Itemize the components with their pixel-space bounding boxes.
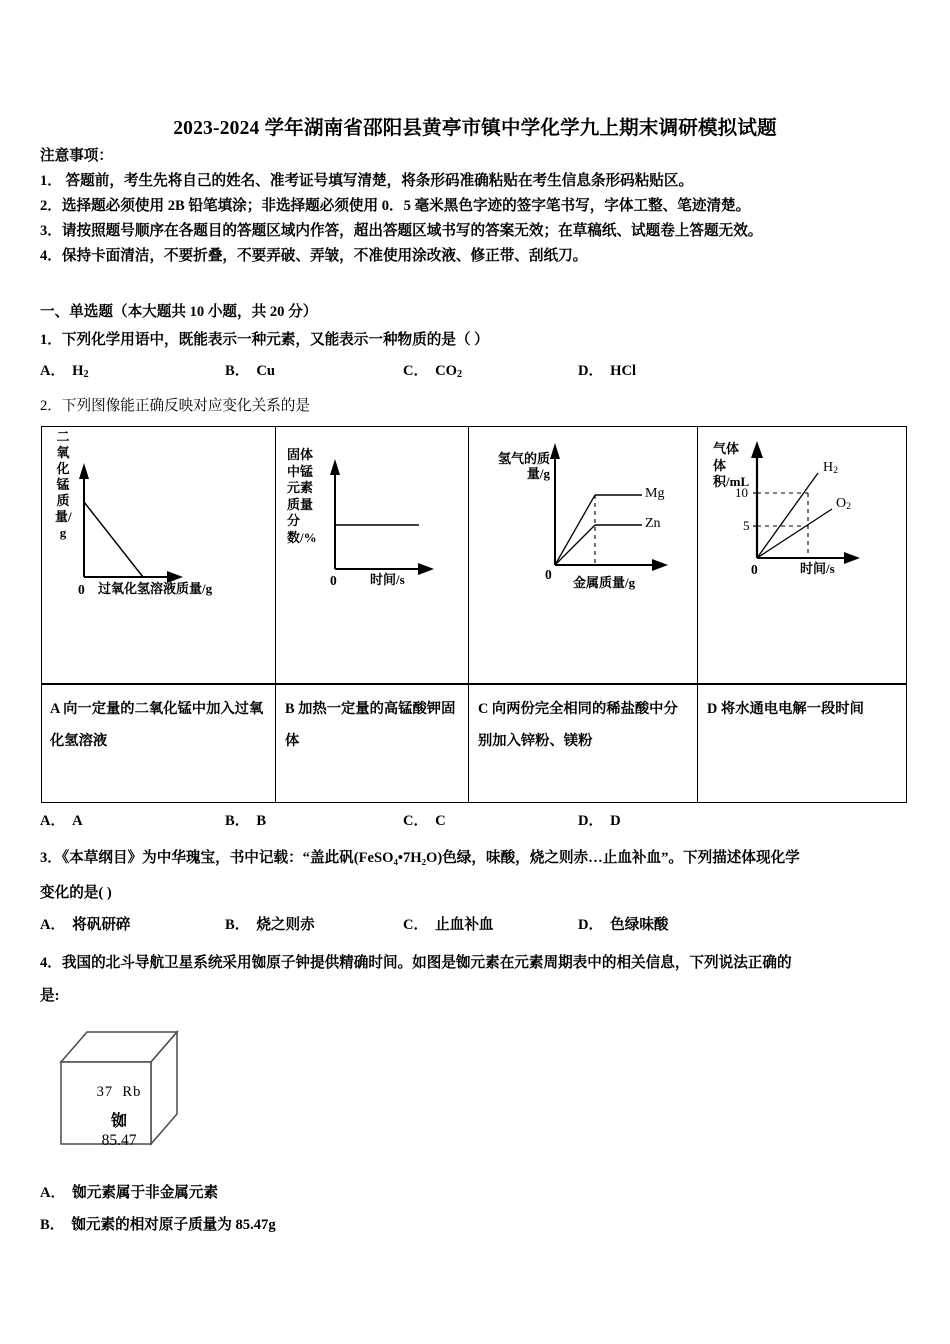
chart-d-xlabel: 时间/s	[800, 561, 835, 576]
question-3-stem-continued: 变化的是( )	[40, 885, 112, 901]
q3-option-b-label: B．	[225, 917, 250, 933]
q3-option-a-text: 将矾研碎	[72, 917, 131, 933]
chart-c-ylabel: 氢气的质量/g	[497, 451, 550, 481]
q1-option-a-sub: 2	[83, 369, 89, 381]
q1-option-b[interactable]	[225, 358, 403, 384]
chart-c-origin-label: 0	[545, 567, 552, 582]
q2-option-b-label: B．	[225, 813, 250, 829]
question-3-stem: 3．《本草纲目》为中华瑰宝，书中记载：“盖此矾(FeSO₄•7H₂O)色绿，味酸，烧之则赤…止血补血”。下列描述体现化学	[40, 850, 800, 866]
q1-option-c-text: CO	[435, 363, 458, 379]
chart-cell-c	[470, 427, 697, 683]
q3-option-d[interactable]	[578, 912, 748, 938]
q1-option-d-label: D．	[578, 363, 604, 379]
notice-line-4: 4．保持卡面清洁，不要折叠，不要弄破、弄皱，不准使用涂改液、修正带、刮纸刀。	[40, 248, 588, 264]
q3-option-d-label: D．	[578, 917, 604, 933]
element-cube-rubidium	[55, 1022, 195, 1158]
q1-option-a-label: A．	[40, 363, 66, 379]
question-4-stem-continued: 是:	[40, 988, 60, 1004]
q1-option-d[interactable]	[578, 358, 748, 384]
chart-d-ytick-10: 10	[735, 485, 748, 500]
question-2-stem: 2．下列图像能正确反映对应变化关系的是	[40, 398, 310, 414]
notice-line-1: 1． 答题前，考生先将自己的姓名、准考证号填写清楚，将条形码准确粘贴在考生信息条形码粘贴区。	[40, 173, 694, 189]
chart-c-series-zn-label: Zn	[645, 516, 661, 531]
element-atomic-number: 37	[96, 1084, 114, 1100]
q3-option-c[interactable]	[403, 912, 578, 938]
q4-option-a-label: A．	[40, 1185, 66, 1201]
chart-description-a: A 向一定量的二氧化锰中加入过氧化氢溶液	[50, 701, 264, 749]
question-3-options	[40, 912, 920, 938]
chart-d	[699, 427, 906, 683]
notice-line-2: 2．选择题必须使用 2B 铅笔填涂；非选择题必须使用 0．5 毫米黑色字迹的签字笔书写，字体工整、笔迹清楚。	[40, 198, 751, 214]
q1-option-c-sub: 2	[457, 369, 463, 381]
page-title: 2023-2024 学年湖南省邵阳县黄亭市镇中学化学九上期末调研模拟试题	[173, 118, 777, 139]
q2-option-c[interactable]	[403, 808, 578, 834]
chart-a	[42, 427, 275, 683]
section-heading: 一、单选题（本大题共 10 小题，共 20 分）	[40, 304, 318, 320]
question-1-options	[40, 358, 920, 388]
q3-option-c-text: 止血补血	[435, 917, 494, 933]
q1-option-a[interactable]	[40, 358, 225, 388]
question-1-stem: 1．下列化学用语中，既能表示一种元素，又能表示一种物质的是（ ）	[40, 332, 489, 348]
q3-option-b[interactable]	[225, 912, 403, 938]
notice-line-3: 3．请按照题号顺序在各题目的答题区域内作答，超出答题区域书写的答案无效；在草稿纸、试题卷上答题无效。	[40, 223, 763, 239]
q1-option-d-text: HCl	[610, 363, 637, 379]
q4-option-b-label: B．	[40, 1217, 65, 1233]
chart-description-c: C 向两份完全相同的稀盐酸中分别加入锌粉、镁粉	[478, 701, 678, 749]
question-4-option-a[interactable]	[40, 1180, 920, 1206]
element-symbol: Rb	[122, 1084, 142, 1100]
question-2-options	[40, 808, 920, 834]
chart-description-d: D 将水通电电解一段时间	[707, 701, 864, 717]
q2-option-a[interactable]	[40, 808, 225, 834]
q3-option-d-text: 色绿味酸	[610, 917, 669, 933]
notice-heading: 注意事项：	[40, 148, 113, 164]
chart-cell-a	[42, 427, 275, 683]
q2-option-a-label: A．	[40, 813, 66, 829]
question-4-stem: 4．我国的北斗导航卫星系统采用铷原子钟提供精确时间。如图是铷元素在元素周期表中的相关信息，下列说法正确的	[40, 955, 792, 971]
q2-option-c-text: C	[435, 813, 446, 829]
chart-a-xlabel: 过氧化氢溶液质量/g	[98, 581, 213, 596]
chart-d-ytick-5: 5	[743, 518, 750, 533]
q2-option-d-label: D．	[578, 813, 604, 829]
q3-option-b-text: 烧之则赤	[256, 917, 315, 933]
chart-cell-b	[277, 427, 468, 683]
chart-d-origin-label: 0	[751, 562, 758, 577]
chart-cell-d	[699, 427, 906, 683]
element-name: 铷	[110, 1113, 127, 1130]
q3-option-a[interactable]	[40, 912, 225, 938]
q2-option-d-text: D	[610, 813, 621, 829]
q2-option-b-text: B	[256, 813, 267, 829]
q3-option-c-label: C．	[403, 917, 429, 933]
chart-a-origin-label: 0	[78, 582, 85, 597]
chart-d-series-h2-label: $H_2$	[823, 460, 839, 477]
q1-option-a-text: H	[72, 363, 84, 379]
chart-d-series-o2-label: $O_2$	[836, 496, 852, 513]
notice-block	[40, 144, 920, 269]
chart-b-origin-label: 0	[330, 573, 337, 588]
chart-description-b: B 加热一定量的高锰酸钾固体	[285, 701, 456, 749]
q2-option-b[interactable]	[225, 808, 403, 834]
element-atomic-mass: 85.47	[101, 1132, 137, 1149]
chart-c-xlabel: 金属质量/g	[573, 575, 636, 590]
question-4-option-b[interactable]	[40, 1212, 920, 1238]
chart-c	[470, 427, 697, 683]
q1-option-b-text: Cu	[256, 363, 275, 379]
q2-option-d[interactable]	[578, 808, 748, 834]
q4-option-a-text: 铷元素属于非金属元素	[72, 1185, 219, 1201]
chart-a-ylabel: 二氧化锰质量/g	[55, 429, 72, 540]
chart-a-plot	[42, 427, 275, 683]
chart-c-series-mg-label: Mg	[645, 486, 665, 501]
chart-b	[277, 427, 468, 683]
q1-option-c-label: C．	[403, 363, 429, 379]
q2-option-c-label: C．	[403, 813, 429, 829]
element-number-symbol	[73, 1084, 165, 1101]
q2-option-a-text: A	[72, 813, 83, 829]
q1-option-c[interactable]	[403, 358, 578, 388]
question-2-image-table	[41, 426, 907, 803]
chart-d-ylabel: 气体体积/mL	[713, 441, 750, 489]
q4-option-b-text: 铷元素的相对原子质量为 85.47g	[71, 1217, 276, 1233]
chart-b-xlabel: 时间/s	[370, 572, 405, 587]
q1-option-b-label: B．	[225, 363, 250, 379]
chart-b-ylabel: 固体中锰元素质量分数/%	[287, 447, 317, 545]
q3-option-a-label: A．	[40, 917, 66, 933]
